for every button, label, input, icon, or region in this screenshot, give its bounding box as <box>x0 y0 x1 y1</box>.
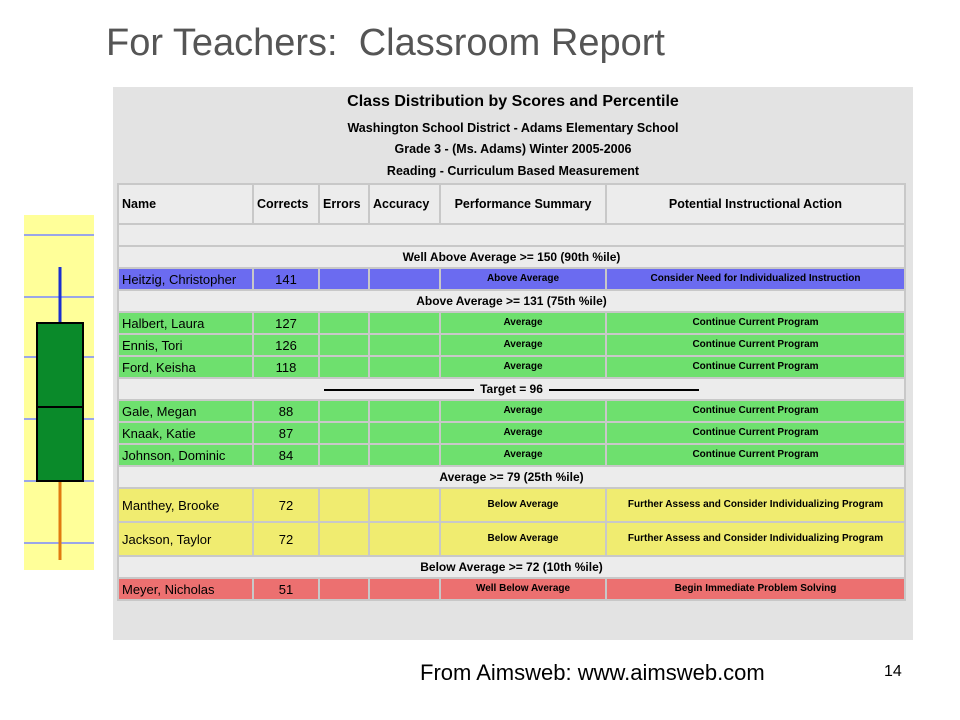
report-subject: Reading - Curriculum Based Measurement <box>386 164 640 178</box>
report-table <box>117 183 906 601</box>
target-line-left <box>324 389 474 391</box>
errors-value <box>319 356 369 378</box>
separator-label: Average >= 79 (25th %ile) <box>118 466 905 488</box>
col-action: Potential Instructional Action <box>606 184 905 224</box>
performance-value: Below Average <box>440 488 606 522</box>
report-grade: Grade 3 - (Ms. Adams) Winter 2005-2006 <box>394 142 632 156</box>
table-row <box>118 334 905 356</box>
errors-value <box>319 268 369 290</box>
student-name: Jackson, Taylor <box>118 522 253 556</box>
separator-label: Above Average >= 131 (75th %ile) <box>118 290 905 312</box>
accuracy-value <box>369 422 440 444</box>
errors-value <box>319 444 369 466</box>
accuracy-value <box>369 356 440 378</box>
target-label: Target = 96 <box>480 382 543 396</box>
corrects-value: 118 <box>253 356 319 378</box>
target-cell <box>118 378 905 400</box>
action-value: Further Assess and Consider Individualizing Program <box>606 522 905 556</box>
student-name: Halbert, Laura <box>118 312 253 334</box>
action-value: Continue Current Program <box>606 312 905 334</box>
col-performance: Performance Summary <box>440 184 606 224</box>
accuracy-value <box>369 578 440 600</box>
student-name: Johnson, Dominic <box>118 444 253 466</box>
box-plot <box>24 215 94 570</box>
errors-value <box>319 488 369 522</box>
table-row <box>118 522 905 556</box>
separator-row <box>118 466 905 488</box>
performance-value: Well Below Average <box>440 578 606 600</box>
separator-label: Below Average >= 72 (10th %ile) <box>118 556 905 578</box>
separator-row <box>118 556 905 578</box>
student-name: Ennis, Tori <box>118 334 253 356</box>
table-row <box>118 422 905 444</box>
accuracy-value <box>369 522 440 556</box>
errors-value <box>319 578 369 600</box>
corrects-value: 84 <box>253 444 319 466</box>
performance-value: Below Average <box>440 522 606 556</box>
report-title: Class Distribution by Scores and Percentile <box>347 93 679 110</box>
report-panel <box>113 87 913 640</box>
errors-value <box>319 312 369 334</box>
student-name: Manthey, Brooke <box>118 488 253 522</box>
action-value: Begin Immediate Problem Solving <box>606 578 905 600</box>
table-row <box>118 268 905 290</box>
source-credit: From Aimsweb: www.aimsweb.com <box>420 660 765 685</box>
corrects-value: 141 <box>253 268 319 290</box>
separator-label: Well Above Average >= 150 (90th %ile) <box>118 246 905 268</box>
accuracy-value <box>369 312 440 334</box>
student-name: Heitzig, Christopher <box>118 268 253 290</box>
table-row <box>118 488 905 522</box>
corrects-value: 127 <box>253 312 319 334</box>
table-row <box>118 312 905 334</box>
col-name: Name <box>118 184 253 224</box>
errors-value <box>319 522 369 556</box>
accuracy-value <box>369 444 440 466</box>
blank-row <box>118 224 905 246</box>
corrects-value: 87 <box>253 422 319 444</box>
corrects-value: 72 <box>253 488 319 522</box>
performance-value: Average <box>440 400 606 422</box>
student-name: Ford, Keisha <box>118 356 253 378</box>
performance-value: Average <box>440 312 606 334</box>
corrects-value: 126 <box>253 334 319 356</box>
performance-value: Average <box>440 334 606 356</box>
action-value: Continue Current Program <box>606 444 905 466</box>
col-corrects: Corrects <box>253 184 319 224</box>
table-row <box>118 444 905 466</box>
corrects-value: 72 <box>253 522 319 556</box>
errors-value <box>319 422 369 444</box>
upper-box <box>37 323 83 407</box>
target-row <box>118 378 905 400</box>
action-value: Further Assess and Consider Individualizing Program <box>606 488 905 522</box>
slide-title: For Teachers: Classroom Report <box>106 22 665 64</box>
performance-value: Average <box>440 356 606 378</box>
table-row <box>118 356 905 378</box>
separator-row <box>118 246 905 268</box>
errors-value <box>319 400 369 422</box>
separator-row <box>118 290 905 312</box>
table-row <box>118 578 905 600</box>
performance-value: Average <box>440 422 606 444</box>
accuracy-value <box>369 268 440 290</box>
performance-value: Above Average <box>440 268 606 290</box>
errors-value <box>319 334 369 356</box>
action-value: Continue Current Program <box>606 400 905 422</box>
student-name: Gale, Megan <box>118 400 253 422</box>
corrects-value: 51 <box>253 578 319 600</box>
performance-value: Average <box>440 444 606 466</box>
col-accuracy: Accuracy <box>369 184 440 224</box>
report-district: Washington School District - Adams Elementary School <box>347 121 679 135</box>
action-value: Continue Current Program <box>606 334 905 356</box>
corrects-value: 88 <box>253 400 319 422</box>
accuracy-value <box>369 334 440 356</box>
action-value: Consider Need for Individualized Instruction <box>606 268 905 290</box>
action-value: Continue Current Program <box>606 422 905 444</box>
accuracy-value <box>369 400 440 422</box>
target-line-right <box>549 389 699 391</box>
header-row <box>118 184 905 224</box>
accuracy-value <box>369 488 440 522</box>
action-value: Continue Current Program <box>606 356 905 378</box>
student-name: Meyer, Nicholas <box>118 578 253 600</box>
table-row <box>118 400 905 422</box>
page-number: 14 <box>884 663 902 680</box>
lower-box <box>37 407 83 481</box>
student-name: Knaak, Katie <box>118 422 253 444</box>
col-errors: Errors <box>319 184 369 224</box>
